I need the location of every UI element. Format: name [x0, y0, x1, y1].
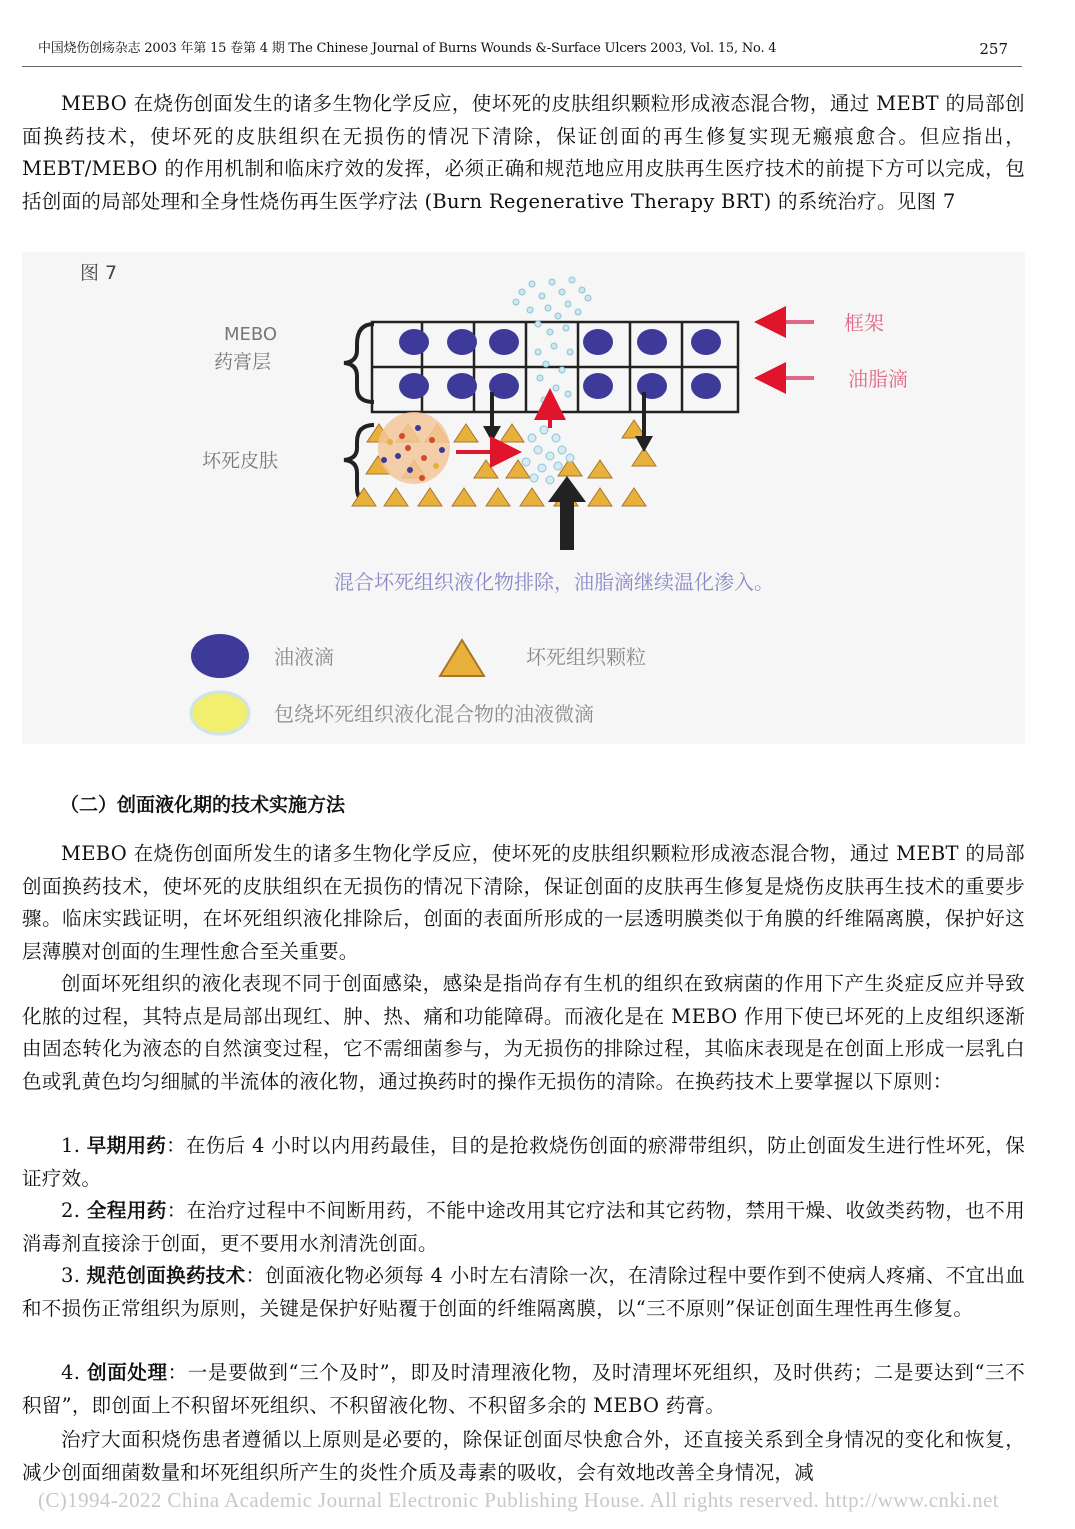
- copyright-watermark: (C)1994-2022 China Academic Journal Electronic Publishing House. All rights reserved. http://www.cnki.net: [38, 1488, 999, 1512]
- rising-microdroplets: [513, 277, 591, 403]
- principle-text: ：在伤后 4 小时以内用药最佳，目的是抢救烧伤创面的瘀滞带组织，防止创面发生进行性坏死，保证疗效。: [22, 1134, 1026, 1190]
- body-paragraph-1: MEBO 在烧伤创面所发生的诸多生物化学反应，使坏死的皮肤组织颗粒形成液态混合物，通过 MEBT 的局部创面换药技术，使坏死的皮肤组织在无损伤的情况下清除，保证创面的皮肤再生修复是烧伤皮肤再生技术的重要步骤。临床实践证明，在坏死组织液化排除后，创面的表面所形成的一层透明膜类似于角膜的纤维隔离膜，保护好这层薄膜对创面的生理性愈合至关重要。: [22, 842, 1025, 963]
- mebo-layer-label-2: 药膏层: [214, 351, 272, 373]
- principle-number: 4.: [61, 1361, 81, 1384]
- principle-item-3: [22, 1260, 1025, 1325]
- figure-caption: 混合坏死组织液化物排除，油脂滴继续温化渗入。: [334, 570, 774, 594]
- legend-necrotic-label: 坏死组织颗粒: [526, 645, 646, 669]
- oil-droplets: [399, 329, 721, 399]
- necrotic-skin-label: 坏死皮肤: [202, 450, 279, 472]
- black-down-arrows: [483, 392, 653, 452]
- legend-oil-swatch: [191, 634, 249, 678]
- legend-microdroplet-label: 包绕坏死组织液化混合物的油液微滴: [274, 702, 594, 726]
- principle-number: 3.: [61, 1264, 81, 1287]
- oil-droplet-label: 油脂滴: [848, 367, 908, 391]
- principle-item-1: [22, 1130, 1025, 1195]
- intro-paragraph: MEBO 在烧伤创面发生的诸多生物化学反应，使坏死的皮肤组织颗粒形成液态混合物，通过 MEBT 的局部创面换药技术，使坏死的皮肤组织在无损伤的情况下清除，保证创面的再生修复实现无瘢痕愈合。但应指出，MEBT/MEBO 的作用机制和临床疗效的发挥，必须正确和规范地应用皮肤再生医疗技术的前提下方可以完成，包括创面的局部处理和全身性烧伤再生医学疗法 (Burn Regenerative Therapy BRT) 的系统治疗。见图 7: [22, 92, 1025, 213]
- big-up-arrow: [548, 476, 586, 550]
- liquefied-necrotic-cluster: [378, 412, 450, 484]
- principle-title: 全程用药: [86, 1199, 167, 1222]
- page-number: 257: [979, 40, 1008, 58]
- legend-necrotic-swatch: [440, 640, 484, 676]
- body-paragraph-2: 创面坏死组织的液化表现不同于创面感染，感染是指尚存有生机的组织在致病菌的作用下产生炎症反应并导致化脓的过程，其特点是局部出现红、肿、热、痛和功能障碍。而液化是在 MEBO 作用下使已坏死的上皮组织逐渐由固态转化为液态的自然演变过程，它不需细菌参与，为无损伤的排除过程，其临床表现是在创面上形成一层乳白色或乳黄色均匀细腻的半流体的液化物，通过换药时的操作无损伤的清除。在换药技术上要掌握以下原则：: [22, 972, 1025, 1093]
- figure-7: [22, 252, 1025, 744]
- principle-title: 规范创面换药技术: [86, 1264, 246, 1287]
- figure-label: 图 7: [80, 262, 118, 284]
- principle-title: 早期用药: [86, 1134, 167, 1157]
- principle-item-4: [22, 1357, 1025, 1422]
- principle-number: 1.: [61, 1134, 81, 1157]
- mebo-brace: [344, 324, 374, 402]
- principle-text: ：一是要做到“三个及时”，即及时清理液化物，及时清理坏死组织，及时供药；二是要达到“三不积留”，即创面上不积留坏死组织、不积留液化物、不积留多余的 MEBO 药膏。: [22, 1361, 1026, 1417]
- legend-oil-label: 油液滴: [274, 645, 334, 669]
- header-rule: [22, 66, 1022, 67]
- header-journal-info: 中国烧伤创疡杂志 2003 年第 15 卷第 4 期 The Chinese Journal of Burns Wounds &-Surface Ulcers 2003, Vol. 15, No. 4: [38, 41, 777, 56]
- principle-item-2: [22, 1195, 1025, 1260]
- mebo-layer-label-1: MEBO: [224, 324, 278, 345]
- principle-number: 2.: [61, 1199, 81, 1222]
- principle-text: ：创面液化物必须每 4 小时左右清除一次，在清除过程中要作到不使病人疼痛、不宜出血和不损伤正常组织为原则，关键是保护好贴覆于创面的纤维隔离膜，以“三不原则”保证创面生理性再生修复。: [22, 1264, 1026, 1320]
- necrotic-brace: [344, 425, 374, 504]
- frame-label: 框架: [844, 311, 884, 335]
- closing-paragraph: 治疗大面积烧伤患者遵循以上原则是必要的，除保证创面尽快愈合外，还直接关系到全身情况的变化和恢复，减少创面细菌数量和坏死组织所产生的炎性介质及毒素的吸收，会有效地改善全身情况，减: [22, 1428, 1025, 1484]
- figure-7-diagram: [22, 252, 1025, 744]
- section-heading: （二）创面液化期的技术实施方法: [60, 794, 346, 816]
- principle-text: ：在治疗过程中不间断用药，不能中途改用其它疗法和其它药物，禁用干燥、收敛类药物，也不用消毒剂直接涂于创面，更不要用水剂清洗创面。: [22, 1199, 1026, 1255]
- principle-title: 创面处理: [87, 1361, 168, 1384]
- running-header: [38, 38, 1008, 60]
- legend-microdroplet-swatch: [191, 692, 249, 734]
